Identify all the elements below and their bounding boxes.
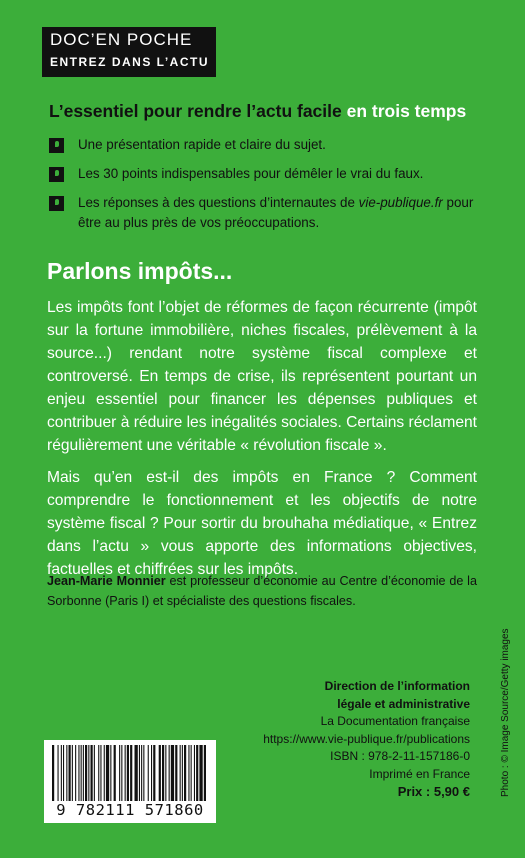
barcode-bar [94,745,95,801]
barcode-bar [171,745,174,801]
barcode-bar [75,745,76,801]
barcode-bar [69,745,71,801]
description [47,296,477,590]
isbn: ISBN : 978-2-11-157186-0 [330,749,470,763]
barcode-bar [139,745,140,801]
feature-text-before: Les réponses à des questions d’internautes de [78,195,359,210]
barcode-bar [194,745,195,801]
barcode [44,740,216,823]
printed-in: Imprimé en France [369,766,470,781]
bullet-icon [49,196,64,211]
bullet-icon [49,138,64,153]
barcode-bars [50,745,210,801]
barcode-bar [175,745,177,801]
bullet-icon [49,167,64,182]
barcode-bar [100,745,101,801]
barcode-bar [184,745,186,801]
barcode-bar [153,745,155,801]
barcode-bar [182,745,183,801]
barcode-bar [119,745,120,801]
barcode-bar [159,745,161,801]
barcode-bar [125,745,126,801]
barcode-bar [63,745,64,801]
barcode-bar [61,745,62,801]
barcode-bar [162,745,164,801]
barcode-bar [106,745,109,801]
barcode-bar [143,745,144,801]
price: Prix : 5,90 € [397,784,470,799]
barcode-bar [88,745,89,801]
barcode-bar [169,745,170,801]
barcode-number: 9 782111 571860 [56,801,204,819]
feature-text: Les 30 points indispensables pour démêler le vrai du faux. [78,166,424,181]
barcode-bar [91,745,93,801]
barcode-bar [121,745,122,801]
publisher-title-line2: légale et administrative [337,696,470,711]
barcode-bar [85,745,87,801]
tagline [49,101,466,122]
barcode-bar [148,745,149,801]
website-name: vie-publique.fr [358,195,443,210]
description-paragraph: Les impôts font l’objet de réformes de façon récurrente (impôt sur la fortune immobilière, niches fiscales, prélèvement à la source...) rendant notre système fiscal complexe et controversé. En temps de crise, ils représentent pourtant un enjeu essentiel pour financer les dépenses publiques et contribuer à réduire les inégalités sociales. Certains réclament régulièrement une véritable « révolution fiscale ». [47,299,477,454]
tagline-main: L’essentiel pour rendre l’actu facile [49,101,347,121]
barcode-bar [135,745,138,801]
barcode-bar [104,745,105,801]
barcode-bar [58,745,59,801]
collection-subtitle: ENTREZ DANS L’ACTU [50,55,209,69]
barcode-bar [110,745,111,801]
barcode-bar [83,745,84,801]
barcode-bar [204,745,206,801]
barcode-bar [72,745,73,801]
author-bio [47,571,477,611]
barcode-bar [165,745,166,801]
feature-list [49,135,489,242]
barcode-bar [191,745,192,801]
feature-item [49,135,489,155]
feature-text: Une présentation rapide et claire du sujet. [78,137,326,152]
author-description: est professeur d’économie au Centre d’économie de la Sorbonne (Paris I) et spécialiste des questions fiscales. [47,574,477,608]
barcode-bar [81,745,82,801]
barcode-bar [78,745,79,801]
barcode-bar [127,745,129,801]
barcode-bar [114,745,116,801]
feature-text-after: pour être au plus près de vos préoccupations. [78,195,474,230]
barcode-bar [66,745,67,801]
feature-item [49,193,489,233]
publisher-name: La Documentation française [320,714,470,728]
barcode-bar [98,745,99,801]
collection-logo [42,27,216,77]
barcode-bar [130,745,132,801]
publisher-info [210,678,470,801]
description-paragraph: Mais qu’en est-il des impôts en France ? Comment comprendre le fonctionnement et les objectifs de notre système fiscal ? Pour sortir du brouhaha médiatique, « Entrez dans l’actu » vous apporte des informations objectives, factuelles et chiffrées sur les impôts. [47,469,477,578]
feature-item [49,164,489,184]
barcode-bar [196,745,198,801]
barcode-bar [180,745,181,801]
photo-credit: Photo : © Image Source/Getty images [500,628,511,797]
section-heading: Parlons impôts... [47,258,233,284]
barcode-bar [188,745,189,801]
author-name: Jean-Marie Monnier [47,574,166,588]
publisher-url: https://www.vie-publique.fr/publications [263,731,470,746]
barcode-bar [141,745,142,801]
collection-name: DOC’EN POCHE [50,30,193,49]
barcode-bar [199,745,202,801]
barcode-bar [52,745,54,801]
publisher-title-line1: Direction de l’information [324,679,470,693]
tagline-accent: en trois temps [346,101,467,121]
barcode-bar [151,745,152,801]
